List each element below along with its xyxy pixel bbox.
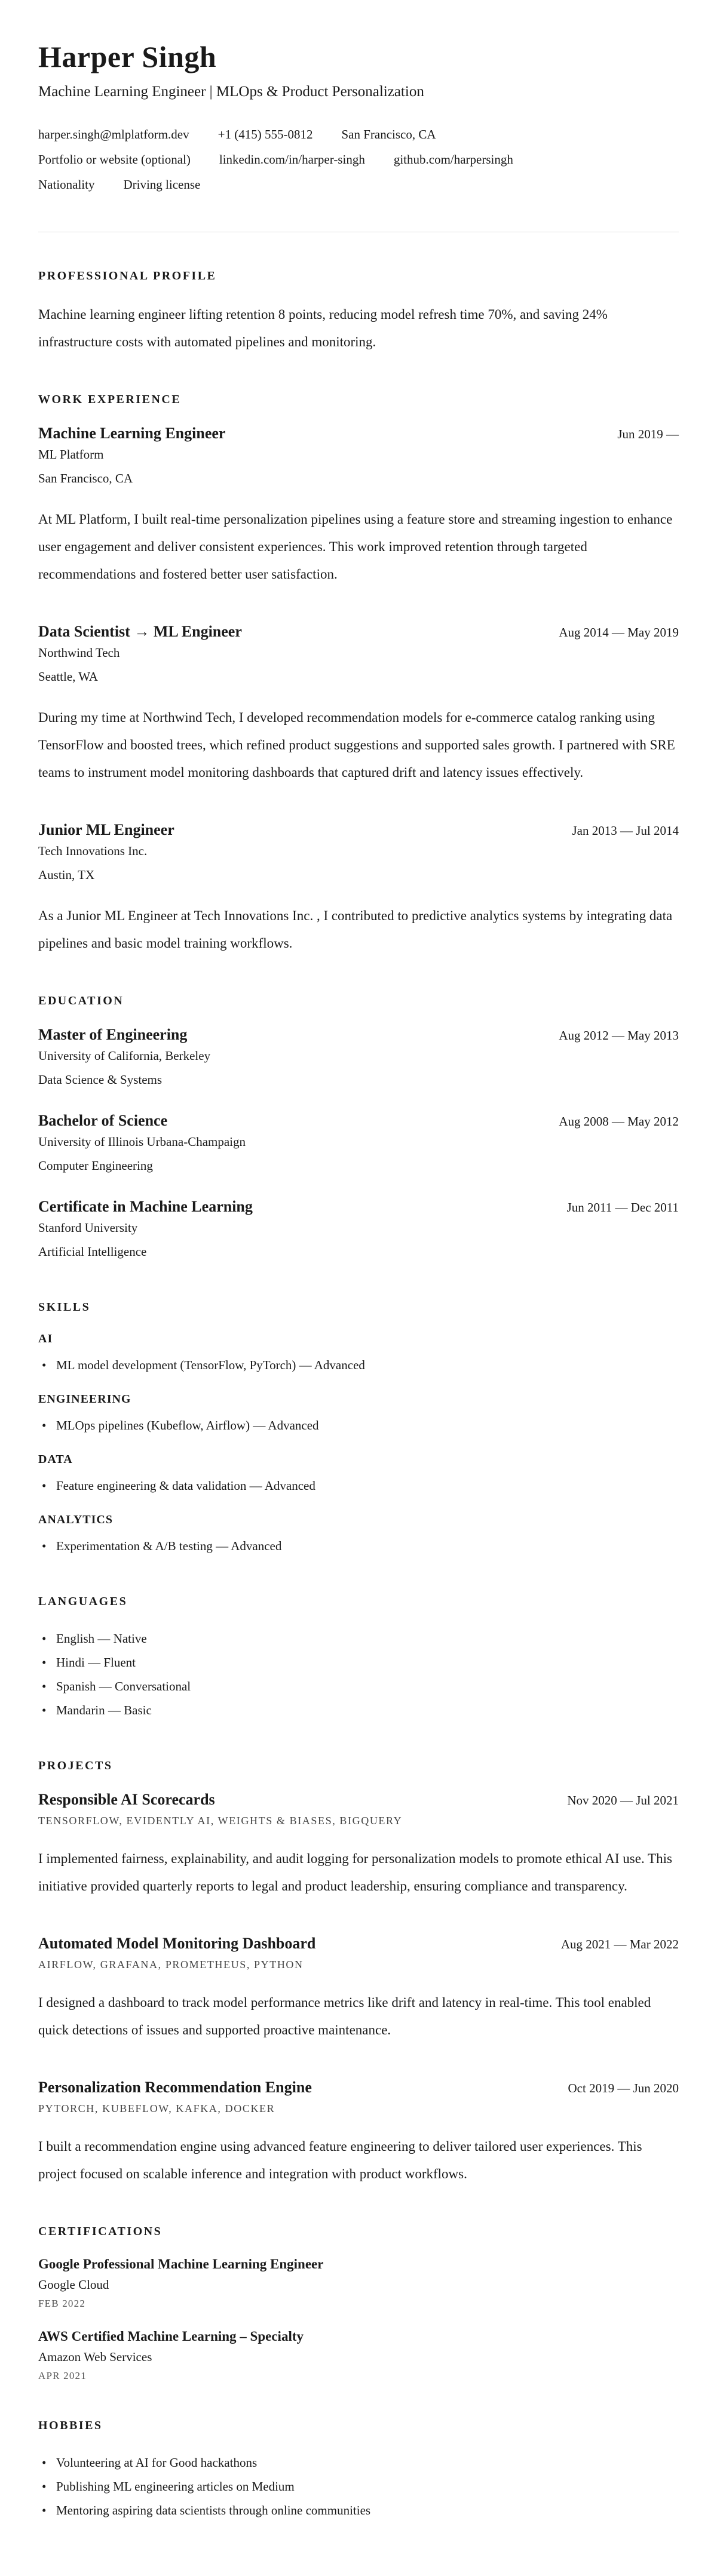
skill-group — [38, 1332, 679, 1377]
language-item: • English — Native — [38, 1627, 679, 1650]
email-text: harper.singh@mlplatform.dev — [38, 127, 189, 142]
skills-section — [38, 1301, 679, 1558]
skill-group-name: AI — [38, 1332, 53, 1345]
work-entry-head — [38, 425, 679, 442]
profile-text: Machine learning engineer lifting retention 8 points, reducing model refresh time 70%, and saving 24% infrastructure costs with automated pipelines and monitoring. — [38, 307, 608, 349]
contact-row-1 — [38, 122, 679, 147]
phone-text: +1 (415) 555-0812 — [217, 127, 313, 142]
project-entry — [38, 1935, 679, 2044]
certification-date: FEB 2022 — [38, 2298, 86, 2309]
degree-title: Bachelor of Science — [38, 1112, 168, 1129]
project-description: I designed a dashboard to track model performance metrics like drift and latency in real-time. This tool enabled quick detections of issues and supported proactive maintenance. — [38, 1995, 651, 2037]
project-dates: Oct 2019 — Jun 2020 — [568, 2081, 679, 2095]
section-heading-skills: SKILLS — [38, 1301, 91, 1314]
job-dates: Aug 2014 — May 2019 — [559, 625, 679, 640]
language-item: • Spanish — Conversational — [38, 1674, 679, 1698]
education-entry-head — [38, 1112, 679, 1130]
skill-group-name: DATA — [38, 1453, 73, 1466]
hobby-item: • Mentoring aspiring data scientists through online communities — [38, 2498, 679, 2522]
job-description: At ML Platform, I built real-time personalization pipelines using a feature store and streaming ingestion to enhance user engagement and deliver consistent experiences. This work improved retention through targeted recommendations and fostered better user satisfaction. — [38, 512, 673, 582]
hobby-item: • Publishing ML engineering articles on Medium — [38, 2474, 679, 2498]
education-entry — [38, 1198, 679, 1264]
education-entry — [38, 1026, 679, 1092]
degree-title: Certificate in Machine Learning — [38, 1198, 253, 1215]
project-tags: TENSORFLOW, EVIDENTLY AI, WEIGHTS & BIASES, BIGQUERY — [38, 1815, 403, 1827]
skill-group-name: ENGINEERING — [38, 1392, 131, 1406]
section-heading-languages: LANGUAGES — [38, 1595, 128, 1608]
project-description: I implemented fairness, explainability, and audit logging for personalization models to promote ethical AI use. This initiative provided quarterly reports to legal and product leadership, ensuring compliance and transparency. — [38, 1851, 672, 1893]
language-list — [38, 1627, 679, 1722]
education-entry — [38, 1112, 679, 1178]
driving-license-text: Driving license — [123, 177, 201, 192]
certification-date: APR 2021 — [38, 2370, 87, 2381]
work-entry — [38, 821, 679, 957]
education-entry-head — [38, 1026, 679, 1044]
location-text: San Francisco, CA — [341, 127, 436, 142]
work-entry — [38, 425, 679, 588]
section-heading-education: EDUCATION — [38, 994, 124, 1007]
project-description: I built a recommendation engine using advanced feature engineering to deliver tailored user experiences. This project focused on scalable inference and integration with product workflows. — [38, 2139, 642, 2181]
project-entry — [38, 1791, 679, 1900]
project-entry — [38, 2079, 679, 2188]
skill-list — [38, 1353, 679, 1377]
job-location: Seattle, WA — [38, 669, 98, 684]
job-title: Data Scientist → ML Engineer — [38, 623, 242, 640]
job-description: As a Junior ML Engineer at Tech Innovations Inc. , I contributed to predictive analytics systems by integrating data pipelines and basic model training workflows. — [38, 908, 673, 951]
skill-group-name: ANALYTICS — [38, 1513, 113, 1526]
section-heading-profile: PROFESSIONAL PROFILE — [38, 269, 217, 282]
certification-org: Amazon Web Services — [38, 2350, 152, 2364]
language-item: • Mandarin — Basic — [38, 1698, 679, 1722]
project-dates: Aug 2021 — Mar 2022 — [560, 1937, 679, 1951]
hobby-item: • Volunteering at AI for Good hackathons — [38, 2451, 679, 2474]
school-name: Stanford University — [38, 1221, 138, 1235]
work-experience-section — [38, 393, 679, 957]
project-title: Automated Model Monitoring Dashboard — [38, 1935, 316, 1952]
job-title: Machine Learning Engineer — [38, 425, 226, 442]
skill-list — [38, 1413, 679, 1437]
degree-dates: Aug 2012 — May 2013 — [559, 1028, 679, 1043]
job-description: During my time at Northwind Tech, I developed recommendation models for e-commerce catalog ranking using TensorFlow and boosted trees, which refined product suggestions and supported sales growth. I partnered with SRE teams to instrument model monitoring dashboards that captured drift and latency issues effectively. — [38, 710, 675, 780]
work-entry-head — [38, 821, 679, 839]
degree-title: Master of Engineering — [38, 1026, 188, 1043]
work-entry — [38, 623, 679, 786]
field-of-study: Artificial Intelligence — [38, 1244, 147, 1259]
education-section — [38, 994, 679, 1264]
section-heading-work: WORK EXPERIENCE — [38, 393, 182, 406]
skill-group — [38, 1513, 679, 1558]
hobby-list — [38, 2451, 679, 2522]
languages-section — [38, 1595, 679, 1722]
professional-profile-section — [38, 269, 679, 356]
skill-item: • Experimentation & A/B testing — Advanced — [38, 1534, 679, 1558]
skill-item: • MLOps pipelines (Kubeflow, Airflow) — Advanced — [38, 1413, 679, 1437]
resume-header — [38, 39, 679, 197]
education-entry-head — [38, 1198, 679, 1216]
project-entry-head — [38, 2079, 679, 2097]
job-company: Northwind Tech — [38, 645, 120, 660]
certification-org: Google Cloud — [38, 2277, 109, 2292]
job-title: Junior ML Engineer — [38, 821, 174, 838]
skill-item: • ML model development (TensorFlow, PyTorch) — Advanced — [38, 1353, 679, 1377]
school-name: University of California, Berkeley — [38, 1049, 211, 1063]
section-heading-projects: PROJECTS — [38, 1759, 113, 1772]
project-dates: Nov 2020 — Jul 2021 — [567, 1793, 679, 1807]
field-of-study: Data Science & Systems — [38, 1072, 163, 1087]
job-company: Tech Innovations Inc. — [38, 844, 148, 858]
degree-dates: Jun 2011 — Dec 2011 — [566, 1200, 679, 1215]
nationality-text: Nationality — [38, 177, 95, 192]
project-entry-head — [38, 1935, 679, 1953]
portfolio-text: Portfolio or website (optional) — [38, 152, 191, 167]
skill-item: • Feature engineering & data validation — Advanced — [38, 1474, 679, 1498]
github-text: github.com/harpersingh — [393, 152, 513, 167]
section-heading-certifications: CERTIFICATIONS — [38, 2225, 163, 2238]
certification-title: Google Professional Machine Learning Engineer — [38, 2257, 324, 2271]
field-of-study: Computer Engineering — [38, 1158, 153, 1173]
job-dates: Jan 2013 — Jul 2014 — [572, 823, 679, 838]
section-heading-hobbies: HOBBIES — [38, 2419, 103, 2432]
job-company: ML Platform — [38, 447, 104, 462]
job-headline: Machine Learning Engineer | MLOps & Product Personalization — [38, 84, 424, 100]
contact-row-3 — [38, 172, 679, 197]
project-title: Responsible AI Scorecards — [38, 1791, 215, 1808]
project-title: Personalization Recommendation Engine — [38, 2079, 312, 2096]
contact-row-2 — [38, 147, 679, 172]
language-item: • Hindi — Fluent — [38, 1650, 679, 1674]
projects-section — [38, 1759, 679, 2188]
school-name: University of Illinois Urbana-Champaign — [38, 1135, 246, 1149]
page-title: Harper Singh — [38, 40, 217, 73]
job-location: Austin, TX — [38, 868, 95, 882]
project-tags: AIRFLOW, GRAFANA, PROMETHEUS, PYTHON — [38, 1959, 304, 1971]
job-dates: Jun 2019 — — [617, 427, 679, 441]
job-location: San Francisco, CA — [38, 471, 133, 485]
skill-group — [38, 1453, 679, 1498]
degree-dates: Aug 2008 — May 2012 — [559, 1114, 679, 1129]
certification-entry — [38, 2257, 679, 2310]
work-entry-head — [38, 623, 679, 641]
skill-list — [38, 1534, 679, 1558]
skill-group — [38, 1392, 679, 1437]
skill-list — [38, 1474, 679, 1498]
certification-entry — [38, 2329, 679, 2382]
certifications-section — [38, 2225, 679, 2382]
linkedin-text: linkedin.com/in/harper-singh — [219, 152, 365, 167]
project-entry-head — [38, 1791, 679, 1809]
hobbies-section — [38, 2419, 679, 2522]
project-tags: PYTORCH, KUBEFLOW, KAFKA, DOCKER — [38, 2102, 275, 2114]
certification-title: AWS Certified Machine Learning – Specialty — [38, 2329, 304, 2344]
